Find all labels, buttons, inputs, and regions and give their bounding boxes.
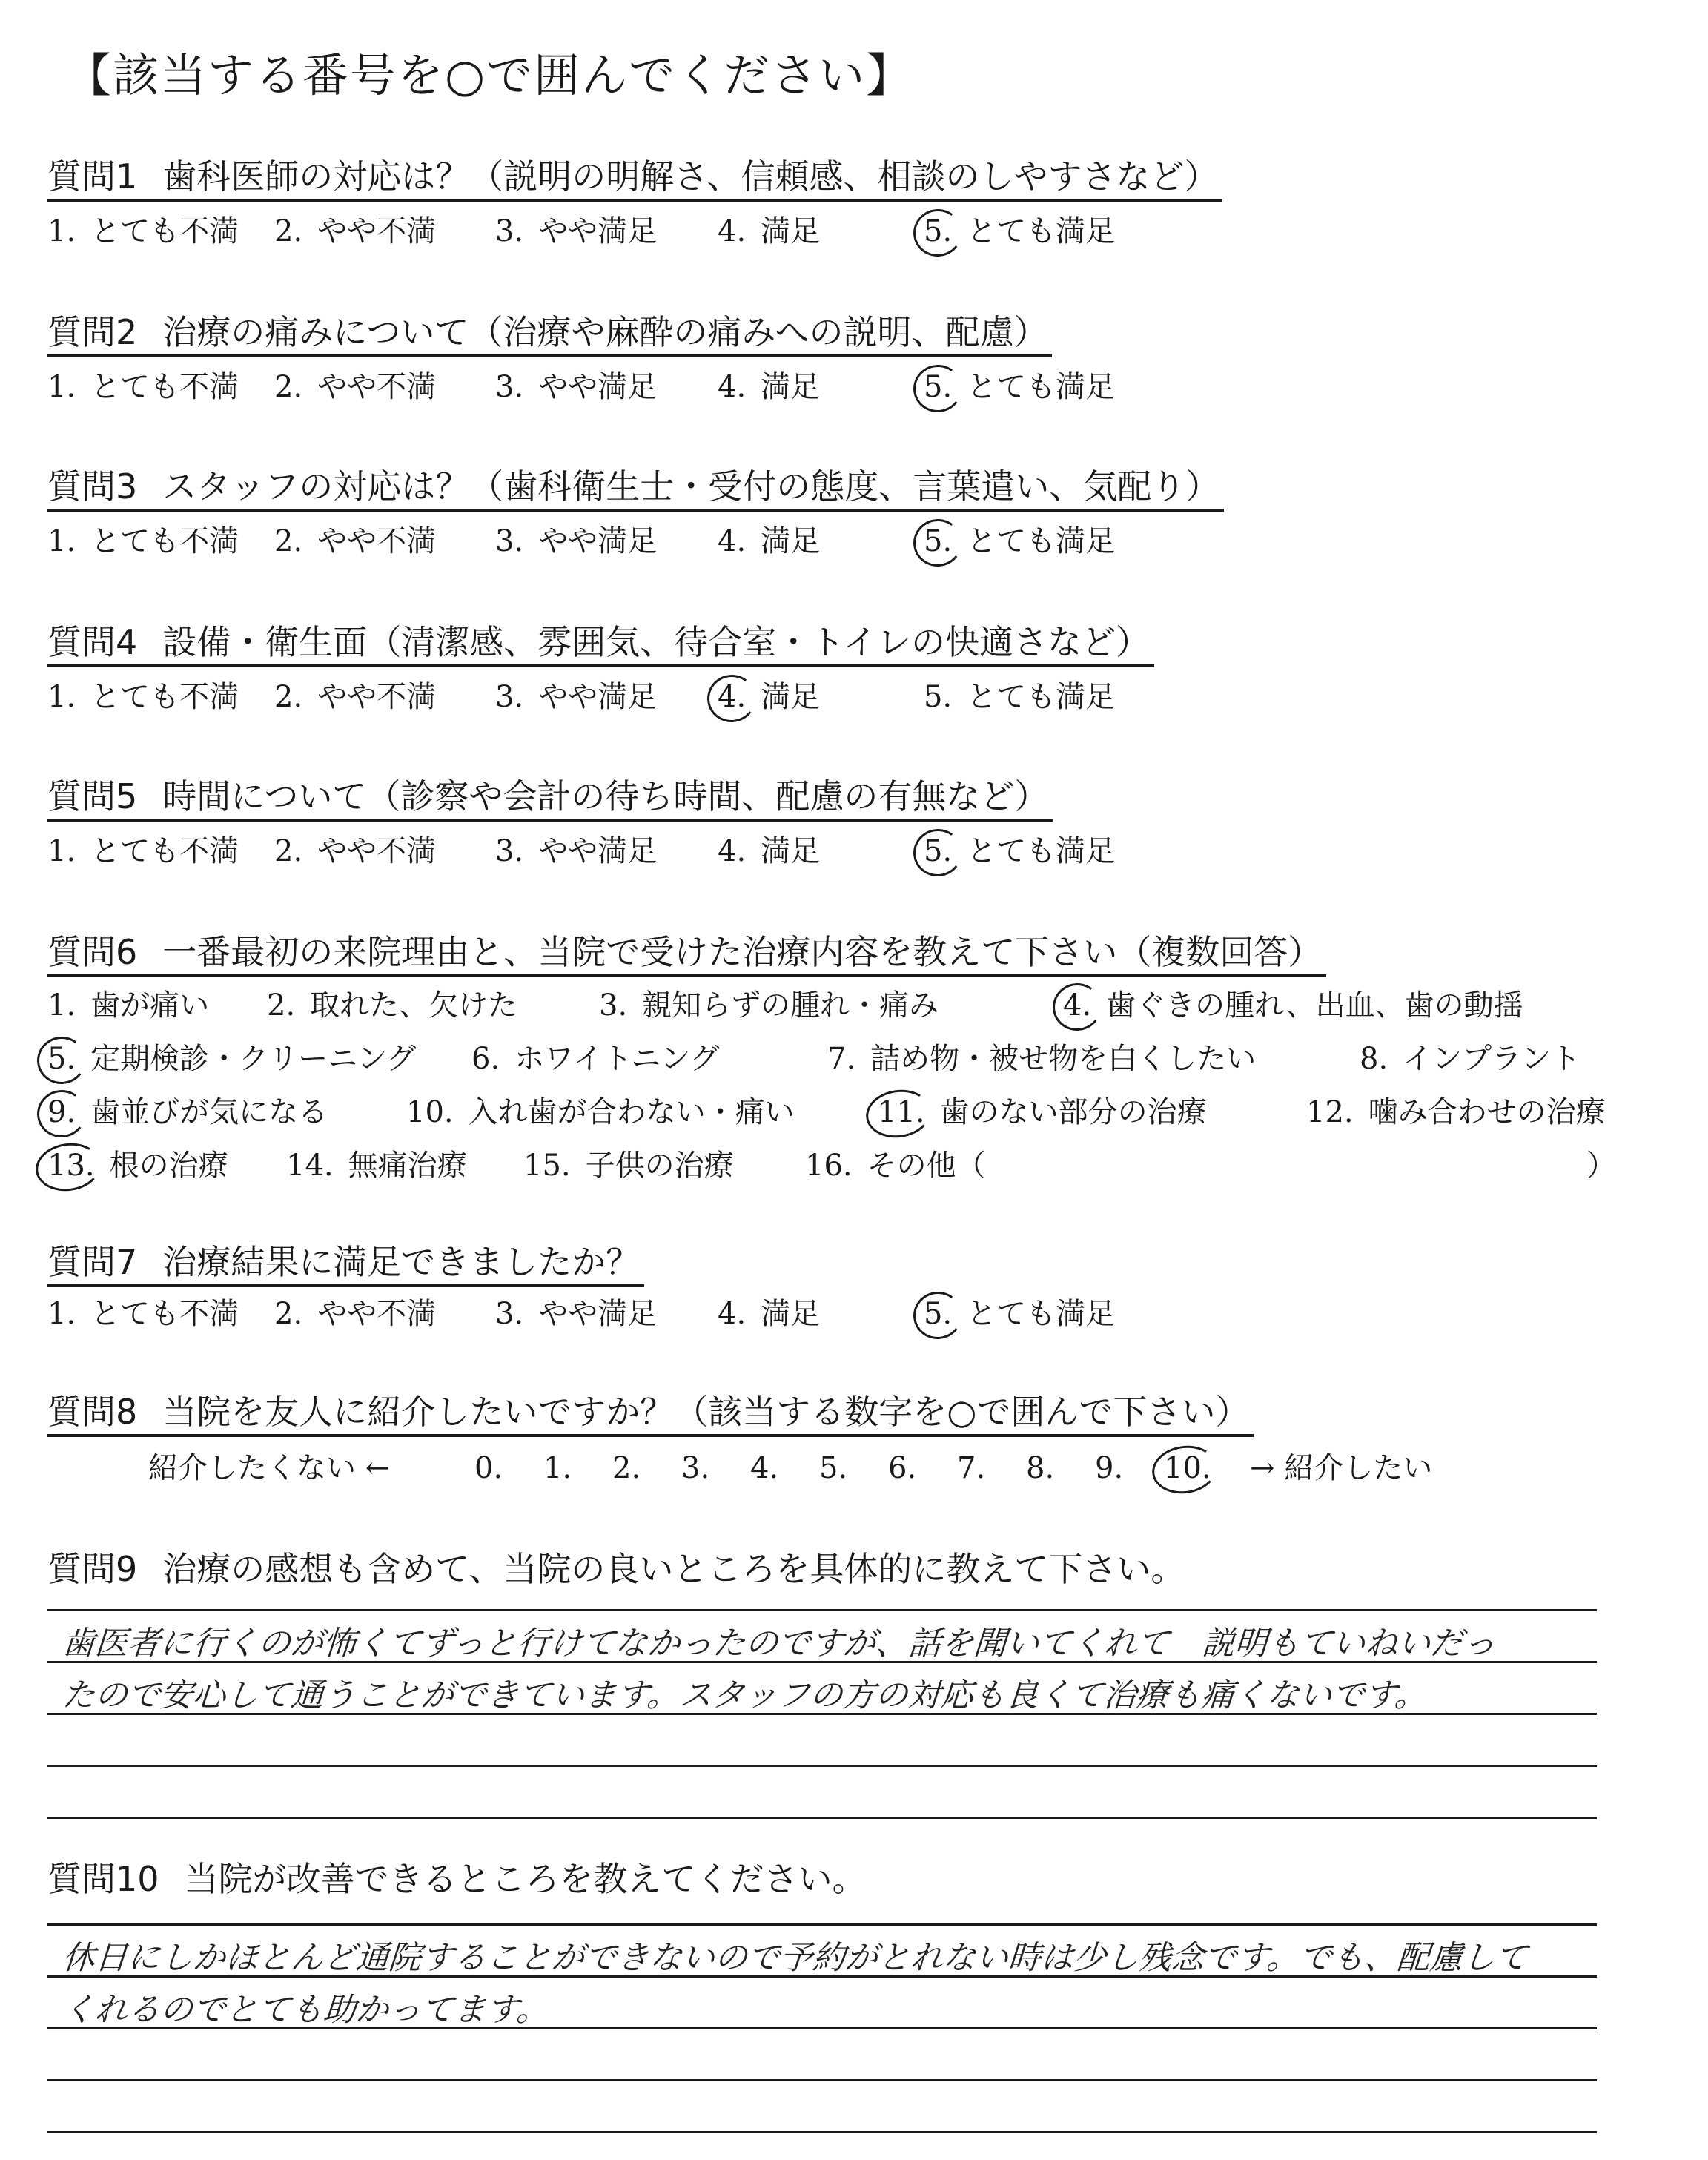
option-number: 3.: [495, 680, 524, 714]
option-number: 8.: [1026, 1451, 1055, 1485]
treatment-option-2[interactable]: [267, 986, 517, 1025]
option-5[interactable]: [924, 212, 1115, 251]
option-label: とても不満: [76, 834, 239, 868]
scale-option-3[interactable]: [681, 1449, 709, 1487]
option-number: 5.: [924, 680, 953, 714]
page-title: 【該当する番号を○で囲んでください】: [65, 48, 914, 102]
option-number: 12.: [1306, 1095, 1354, 1129]
scale-option-10[interactable]: [1164, 1449, 1211, 1487]
option-number: 3.: [681, 1451, 710, 1485]
option-label: 詰め物・被せ物を白くしたい: [855, 1042, 1257, 1076]
option-label: 満足: [746, 680, 821, 714]
option-number: 9.: [1095, 1451, 1124, 1485]
option-label: ホワイトニング: [500, 1042, 720, 1076]
question-text: 当院を友人に紹介したいですか？（該当する数字を○で囲んで下さい）: [162, 1392, 1250, 1432]
option-number: 1.: [543, 1451, 572, 1485]
option-label: やや不満: [302, 214, 437, 248]
answer-line: [47, 2131, 1597, 2133]
treatment-option-10[interactable]: [406, 1093, 795, 1132]
option-label: とても満足: [952, 680, 1116, 714]
option-number: 4.: [718, 524, 747, 558]
question-10-answer-line-2: くれるのでとても助かってます。: [61, 1991, 551, 2029]
scale-left-label: 紹介したくない ←: [148, 1451, 391, 1485]
question-number: 質問7: [47, 1242, 138, 1282]
option-2[interactable]: [274, 368, 436, 406]
option-label: 満足: [746, 370, 821, 404]
option-number: 1.: [47, 988, 76, 1023]
question-8-heading: [47, 1390, 1254, 1437]
option-label: とても満足: [952, 214, 1116, 248]
option-5[interactable]: [924, 678, 1115, 716]
question-text: 治療の痛みについて（治療や麻酔の痛みへの説明、配慮）: [162, 312, 1048, 352]
question-number: 質問2: [47, 312, 138, 352]
answer-line: [47, 1817, 1597, 1819]
option-label: やや満足: [523, 524, 658, 558]
option-number: 10.: [406, 1095, 454, 1129]
option-number: 10.: [1164, 1449, 1211, 1487]
option-number: 3.: [599, 988, 628, 1023]
option-label: 歯ぐきの腫れ、出血、歯の動揺: [1091, 988, 1523, 1023]
option-number: 5.: [47, 1040, 76, 1078]
option-label: その他（: [852, 1149, 986, 1183]
option-number: 4.: [1063, 986, 1091, 1025]
option-label: 無痛治療: [333, 1149, 467, 1183]
question-number: 質問1: [47, 156, 138, 196]
option-number: 3.: [495, 370, 524, 404]
scale-option-7[interactable]: [957, 1449, 985, 1487]
option-number: 2.: [274, 680, 303, 714]
option-number: 4.: [718, 1297, 747, 1331]
treatment-option-12[interactable]: [1306, 1093, 1606, 1132]
option-number: 14.: [286, 1149, 334, 1183]
treatment-option-6[interactable]: [471, 1040, 720, 1078]
option-number: 6.: [888, 1451, 917, 1485]
option-number: 5.: [924, 522, 952, 561]
option-label: 根の治療: [94, 1149, 228, 1183]
treatment-option-3[interactable]: [599, 986, 939, 1025]
option-number: 3.: [495, 524, 524, 558]
option-label: とても満足: [952, 524, 1116, 558]
option-label: やや不満: [302, 680, 437, 714]
scale-right-label: → 紹介したい: [1250, 1451, 1433, 1485]
treatment-option-16[interactable]: [805, 1146, 986, 1185]
option-label: やや不満: [302, 834, 437, 868]
option-label: 歯並びが気になる: [76, 1095, 328, 1129]
option-3[interactable]: [495, 832, 657, 871]
option-2[interactable]: [274, 522, 436, 561]
option-number: 5.: [819, 1451, 848, 1485]
option-number: 3.: [495, 1297, 524, 1331]
option-5[interactable]: [924, 832, 1115, 871]
question-number: 質問5: [47, 776, 138, 816]
option-5[interactable]: [924, 1295, 1115, 1333]
treatment-option-5[interactable]: [47, 1040, 416, 1078]
option-label: とても不満: [76, 214, 239, 248]
option-label: 噛み合わせの治療: [1353, 1095, 1606, 1129]
option-3[interactable]: [495, 1295, 657, 1333]
option-1[interactable]: [47, 212, 239, 251]
option-number: 16.: [805, 1149, 853, 1183]
option-label: とても不満: [76, 680, 239, 714]
option-5[interactable]: [924, 368, 1115, 406]
option-number: 2.: [267, 988, 296, 1023]
option-number: 5.: [924, 212, 952, 251]
question-text: スタッフの対応は？（歯科衛生士・受付の態度、言葉遣い、気配り）: [162, 466, 1220, 506]
option-1[interactable]: [47, 832, 239, 871]
option-2[interactable]: [274, 212, 436, 251]
option-number: 2.: [274, 1297, 303, 1331]
question-5-heading: [47, 774, 1053, 822]
question-9-answer-line-2: たので安心して通うことができています。スタッフの方の対応も良くて治療も痛くないです。: [61, 1677, 1429, 1714]
option-number: 5.: [924, 832, 952, 871]
question-text: 治療の感想も含めて、当院の良いところを具体的に教えて下さい。: [162, 1549, 1185, 1589]
option-number: 1.: [47, 370, 76, 404]
option-number: 9.: [47, 1093, 76, 1132]
option-number: 13.: [47, 1146, 95, 1185]
scale-option-0[interactable]: [474, 1449, 503, 1487]
question-number: 質問4: [47, 622, 138, 662]
treatment-option-1[interactable]: [47, 986, 209, 1025]
option-number: 1.: [47, 1297, 76, 1331]
option-number: 6.: [471, 1042, 500, 1076]
option-label: とても不満: [76, 524, 239, 558]
question-2-heading: [47, 310, 1052, 357]
scale-option-4[interactable]: [750, 1449, 778, 1487]
option-label: とても不満: [76, 1297, 239, 1331]
option-label: やや満足: [523, 834, 658, 868]
option-number: 0.: [474, 1451, 503, 1485]
option-2[interactable]: [274, 832, 436, 871]
option-number: 1.: [47, 524, 76, 558]
option-5[interactable]: [924, 522, 1115, 561]
question-10-heading: [47, 1857, 871, 1901]
option-number: 2.: [612, 1451, 641, 1485]
question-text: 歯科医師の対応は？（説明の明解さ、信頼感、相談のしやすさなど）: [162, 156, 1219, 196]
scale-option-2[interactable]: [612, 1449, 640, 1487]
option-label: やや不満: [302, 1297, 437, 1331]
question-number: 質問6: [47, 932, 138, 972]
option-label: 定期検診・クリーニング: [76, 1042, 417, 1076]
option-number: 11.: [878, 1093, 925, 1132]
treatment-option-13[interactable]: [47, 1146, 228, 1185]
option-3[interactable]: [495, 368, 657, 406]
option-label: とても満足: [952, 370, 1116, 404]
option-label: やや満足: [523, 680, 658, 714]
option-number: 2.: [274, 524, 303, 558]
option-4[interactable]: [718, 212, 820, 251]
question-number: 質問9: [47, 1549, 138, 1589]
option-label: とても満足: [952, 1297, 1116, 1331]
option-number: 5.: [924, 368, 952, 406]
option-number: 1.: [47, 834, 76, 868]
option-number: 3.: [495, 834, 524, 868]
option-label: 満足: [746, 214, 821, 248]
scale-option-9[interactable]: [1095, 1449, 1123, 1487]
option-4[interactable]: [718, 522, 820, 561]
question-9-answer-line-1: 歯医者に行くのが怖くてずっと行けてなかったのですが、話を聞いてくれて 説明もていねいだっ: [61, 1625, 1497, 1662]
option-label: 入れ歯が合わない・痛い: [453, 1095, 795, 1129]
scale-option-8[interactable]: [1026, 1449, 1054, 1487]
option-number: 2.: [274, 834, 303, 868]
option-label: やや満足: [523, 1297, 658, 1331]
option-number: 4.: [718, 678, 746, 716]
option-label: 歯が痛い: [76, 988, 210, 1023]
question-text: 治療結果に満足できましたか？: [162, 1242, 640, 1282]
option-label: 親知らずの腫れ・痛み: [627, 988, 939, 1023]
option-label: やや不満: [302, 370, 437, 404]
option-4[interactable]: [718, 1295, 820, 1333]
option-number: 4.: [718, 214, 747, 248]
option-2[interactable]: [274, 1295, 436, 1333]
option-number: 1.: [47, 214, 76, 248]
option-number: 15.: [523, 1149, 571, 1183]
other-close-paren: ）: [1586, 1149, 1616, 1183]
option-number: 4.: [750, 1451, 779, 1485]
question-number: 質問3: [47, 466, 138, 506]
option-number: 5.: [924, 1295, 952, 1333]
option-1[interactable]: [47, 368, 239, 406]
option-3[interactable]: [495, 212, 657, 251]
answer-line: [47, 1765, 1597, 1767]
scale-option-1[interactable]: [543, 1449, 572, 1487]
treatment-option-11[interactable]: [878, 1093, 1207, 1132]
question-10-answer-line-1: 休日にしかほとんど通院することができないので予約がとれない時は少し残念です。でも、配慮して: [61, 1939, 1529, 1977]
question-number: 質問10: [47, 1859, 159, 1899]
question-text: 設備・衛生面（清潔感、雰囲気、待合室・トイレの快適さなど）: [162, 622, 1150, 662]
option-label: 子供の治療: [570, 1149, 734, 1183]
option-number: 7.: [957, 1451, 986, 1485]
option-3[interactable]: [495, 678, 657, 716]
option-4[interactable]: [718, 832, 820, 871]
treatment-option-7[interactable]: [827, 1040, 1256, 1078]
option-label: 取れた、欠けた: [295, 988, 518, 1023]
treatment-option-15[interactable]: [523, 1146, 734, 1185]
option-4[interactable]: [718, 368, 820, 406]
option-1[interactable]: [47, 522, 239, 561]
option-label: 満足: [746, 1297, 821, 1331]
scale-option-6[interactable]: [888, 1449, 916, 1487]
option-number: 4.: [718, 370, 747, 404]
question-text: 当院が改善できるところを教えてください。: [184, 1859, 867, 1899]
option-4[interactable]: [718, 678, 820, 716]
question-number: 質問8: [47, 1392, 138, 1432]
option-label: 歯のない部分の治療: [924, 1095, 1207, 1129]
option-label: 満足: [746, 524, 821, 558]
option-1[interactable]: [47, 678, 239, 716]
question-7-heading: [47, 1240, 644, 1287]
question-1-heading: [47, 154, 1222, 202]
treatment-option-4[interactable]: [1063, 986, 1523, 1025]
option-number: 1.: [47, 680, 76, 714]
option-label: 満足: [746, 834, 821, 868]
option-label: やや満足: [523, 370, 658, 404]
option-label: やや満足: [523, 214, 658, 248]
treatment-option-8[interactable]: [1360, 1040, 1580, 1078]
scale-option-5[interactable]: [819, 1449, 847, 1487]
question-3-heading: [47, 464, 1224, 512]
question-text: 一番最初の来院理由と、当院で受けた治療内容を教えて下さい（複数回答）: [162, 932, 1323, 972]
question-9-heading: [47, 1547, 1189, 1591]
option-1[interactable]: [47, 1295, 239, 1333]
option-label: やや不満: [302, 524, 437, 558]
option-number: 7.: [827, 1042, 856, 1076]
treatment-option-14[interactable]: [286, 1146, 467, 1185]
answer-line: [47, 1923, 1597, 1926]
option-number: 8.: [1360, 1042, 1388, 1076]
option-label: とても不満: [76, 370, 239, 404]
option-label: とても満足: [952, 834, 1116, 868]
option-number: 2.: [274, 214, 303, 248]
option-number: 2.: [274, 370, 303, 404]
question-text: 時間について（診察や会計の待ち時間、配慮の有無など）: [162, 776, 1049, 816]
question-6-heading: [47, 930, 1326, 977]
answer-line: [47, 1609, 1597, 1611]
answer-line: [47, 2079, 1597, 2081]
question-4-heading: [47, 620, 1154, 667]
treatment-option-9[interactable]: [47, 1093, 328, 1132]
option-3[interactable]: [495, 522, 657, 561]
option-number: 3.: [495, 214, 524, 248]
option-number: 4.: [718, 834, 747, 868]
option-label: インプラント: [1388, 1042, 1581, 1076]
option-2[interactable]: [274, 678, 436, 716]
